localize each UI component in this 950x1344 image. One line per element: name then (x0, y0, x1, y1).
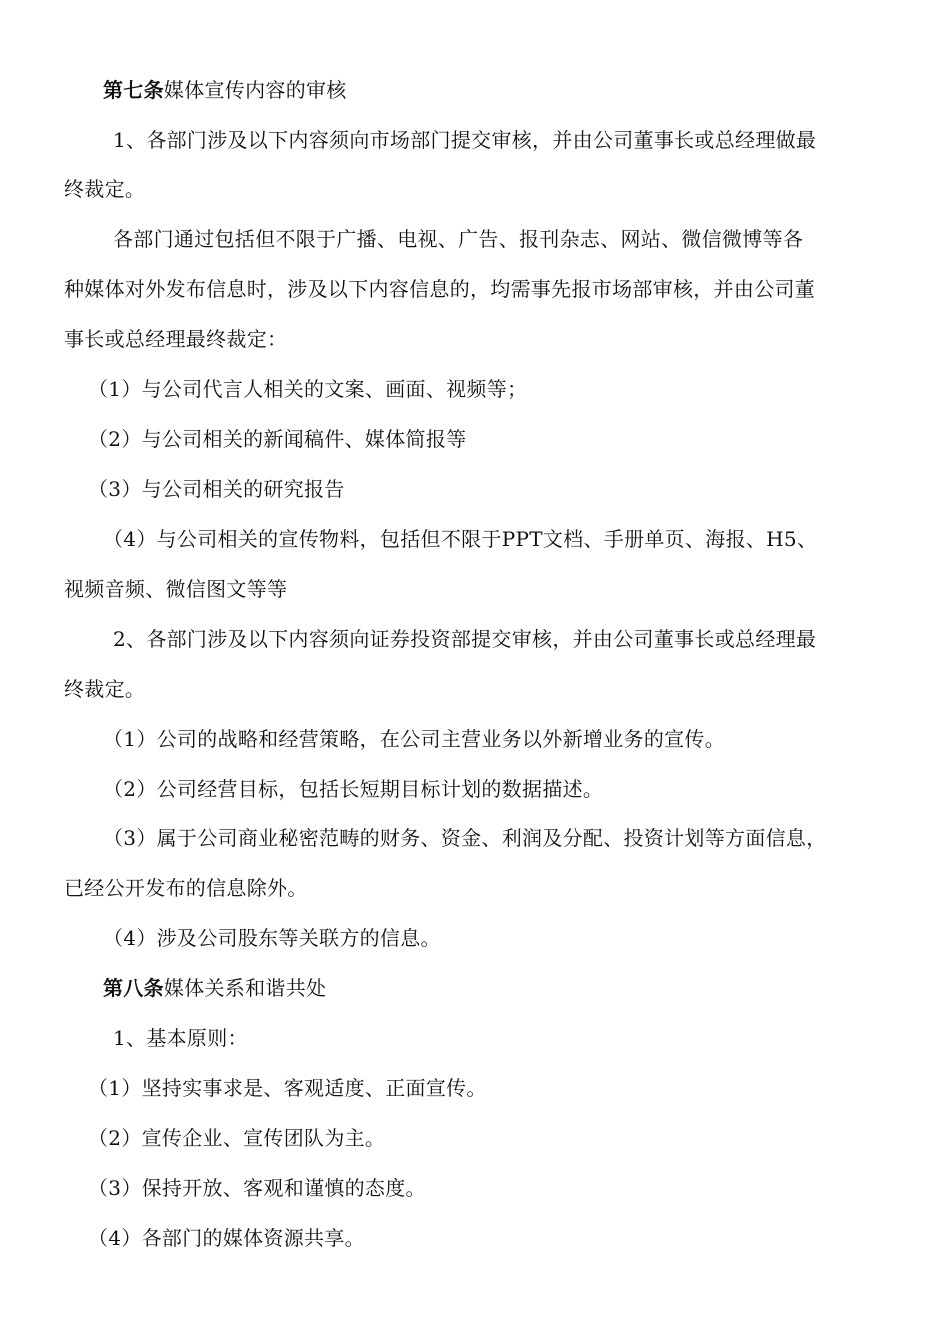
article-8-list-item-2: （2）宣传企业、宣传团队为主。 (88, 1126, 386, 1150)
article-7-paragraph-3-line-1: 2、各部门涉及以下内容须向证券投资部提交审核，并由公司董事长或总经理最 (113, 627, 817, 651)
article-7-sub-item-3-line-1: （3）属于公司商业秘密范畴的财务、资金、利润及分配、投资计划等方面信息， (103, 826, 827, 850)
article-7-list-item-2: （2）与公司相关的新闻稿件、媒体简报等 (88, 427, 467, 451)
article-8-number: 第八条 (103, 976, 164, 1000)
article-7-sub-item-4: （4）涉及公司股东等关联方的信息。 (103, 926, 441, 950)
article-7-sub-item-3-line-2: 已经公开发布的信息除外。 (64, 876, 308, 900)
article-7-paragraph-2-line-1: 各部门通过包括但不限于广播、电视、广告、报刊杂志、网站、微信微博等各 (113, 227, 804, 251)
article-8-list-item-1: （1）坚持实事求是、客观适度、正面宣传。 (88, 1076, 487, 1100)
article-7-paragraph-1-line-1: 1、各部门涉及以下内容须向市场部门提交审核，并由公司董事长或总经理做最 (113, 128, 817, 152)
article-7-paragraph-2-line-3: 事长或总经理最终裁定： (64, 327, 288, 351)
article-7-paragraph-3-line-2: 终裁定。 (64, 677, 146, 701)
article-7-heading (0, 76, 950, 104)
article-7-list-item-1: （1）与公司代言人相关的文案、画面、视频等； (88, 377, 528, 401)
article-8-list-item-3: （3）保持开放、客观和谨慎的态度。 (88, 1176, 426, 1200)
article-7-sub-item-1: （1）公司的战略和经营策略，在公司主营业务以外新增业务的宣传。 (103, 727, 726, 751)
article-7-list-item-4-line-2: 视频音频、微信图文等等 (64, 577, 288, 601)
article-7-sub-item-2: （2）公司经营目标，包括长短期目标计划的数据描述。 (103, 777, 604, 801)
article-8-paragraph-1: 1、基本原则： (113, 1026, 248, 1050)
article-7-list-item-4-line-1: （4）与公司相关的宣传物料，包括但不限于PPT文档、手册单页、海报、H5、 (103, 527, 818, 551)
article-7-paragraph-2-line-2: 种媒体对外发布信息时，涉及以下内容信息的，均需事先报市场部审核，并由公司董 (64, 277, 816, 301)
article-7-title: 媒体宣传内容的审核 (163, 78, 347, 102)
article-7-number: 第七条 (103, 78, 164, 102)
article-8-list-item-4: （4）各部门的媒体资源共享。 (88, 1226, 365, 1250)
article-7-list-item-3: （3）与公司相关的研究报告 (88, 477, 345, 501)
article-7-paragraph-1-line-2: 终裁定。 (64, 177, 146, 201)
article-8-heading (0, 974, 950, 1002)
article-8-title: 媒体关系和谐共处 (163, 976, 327, 1000)
